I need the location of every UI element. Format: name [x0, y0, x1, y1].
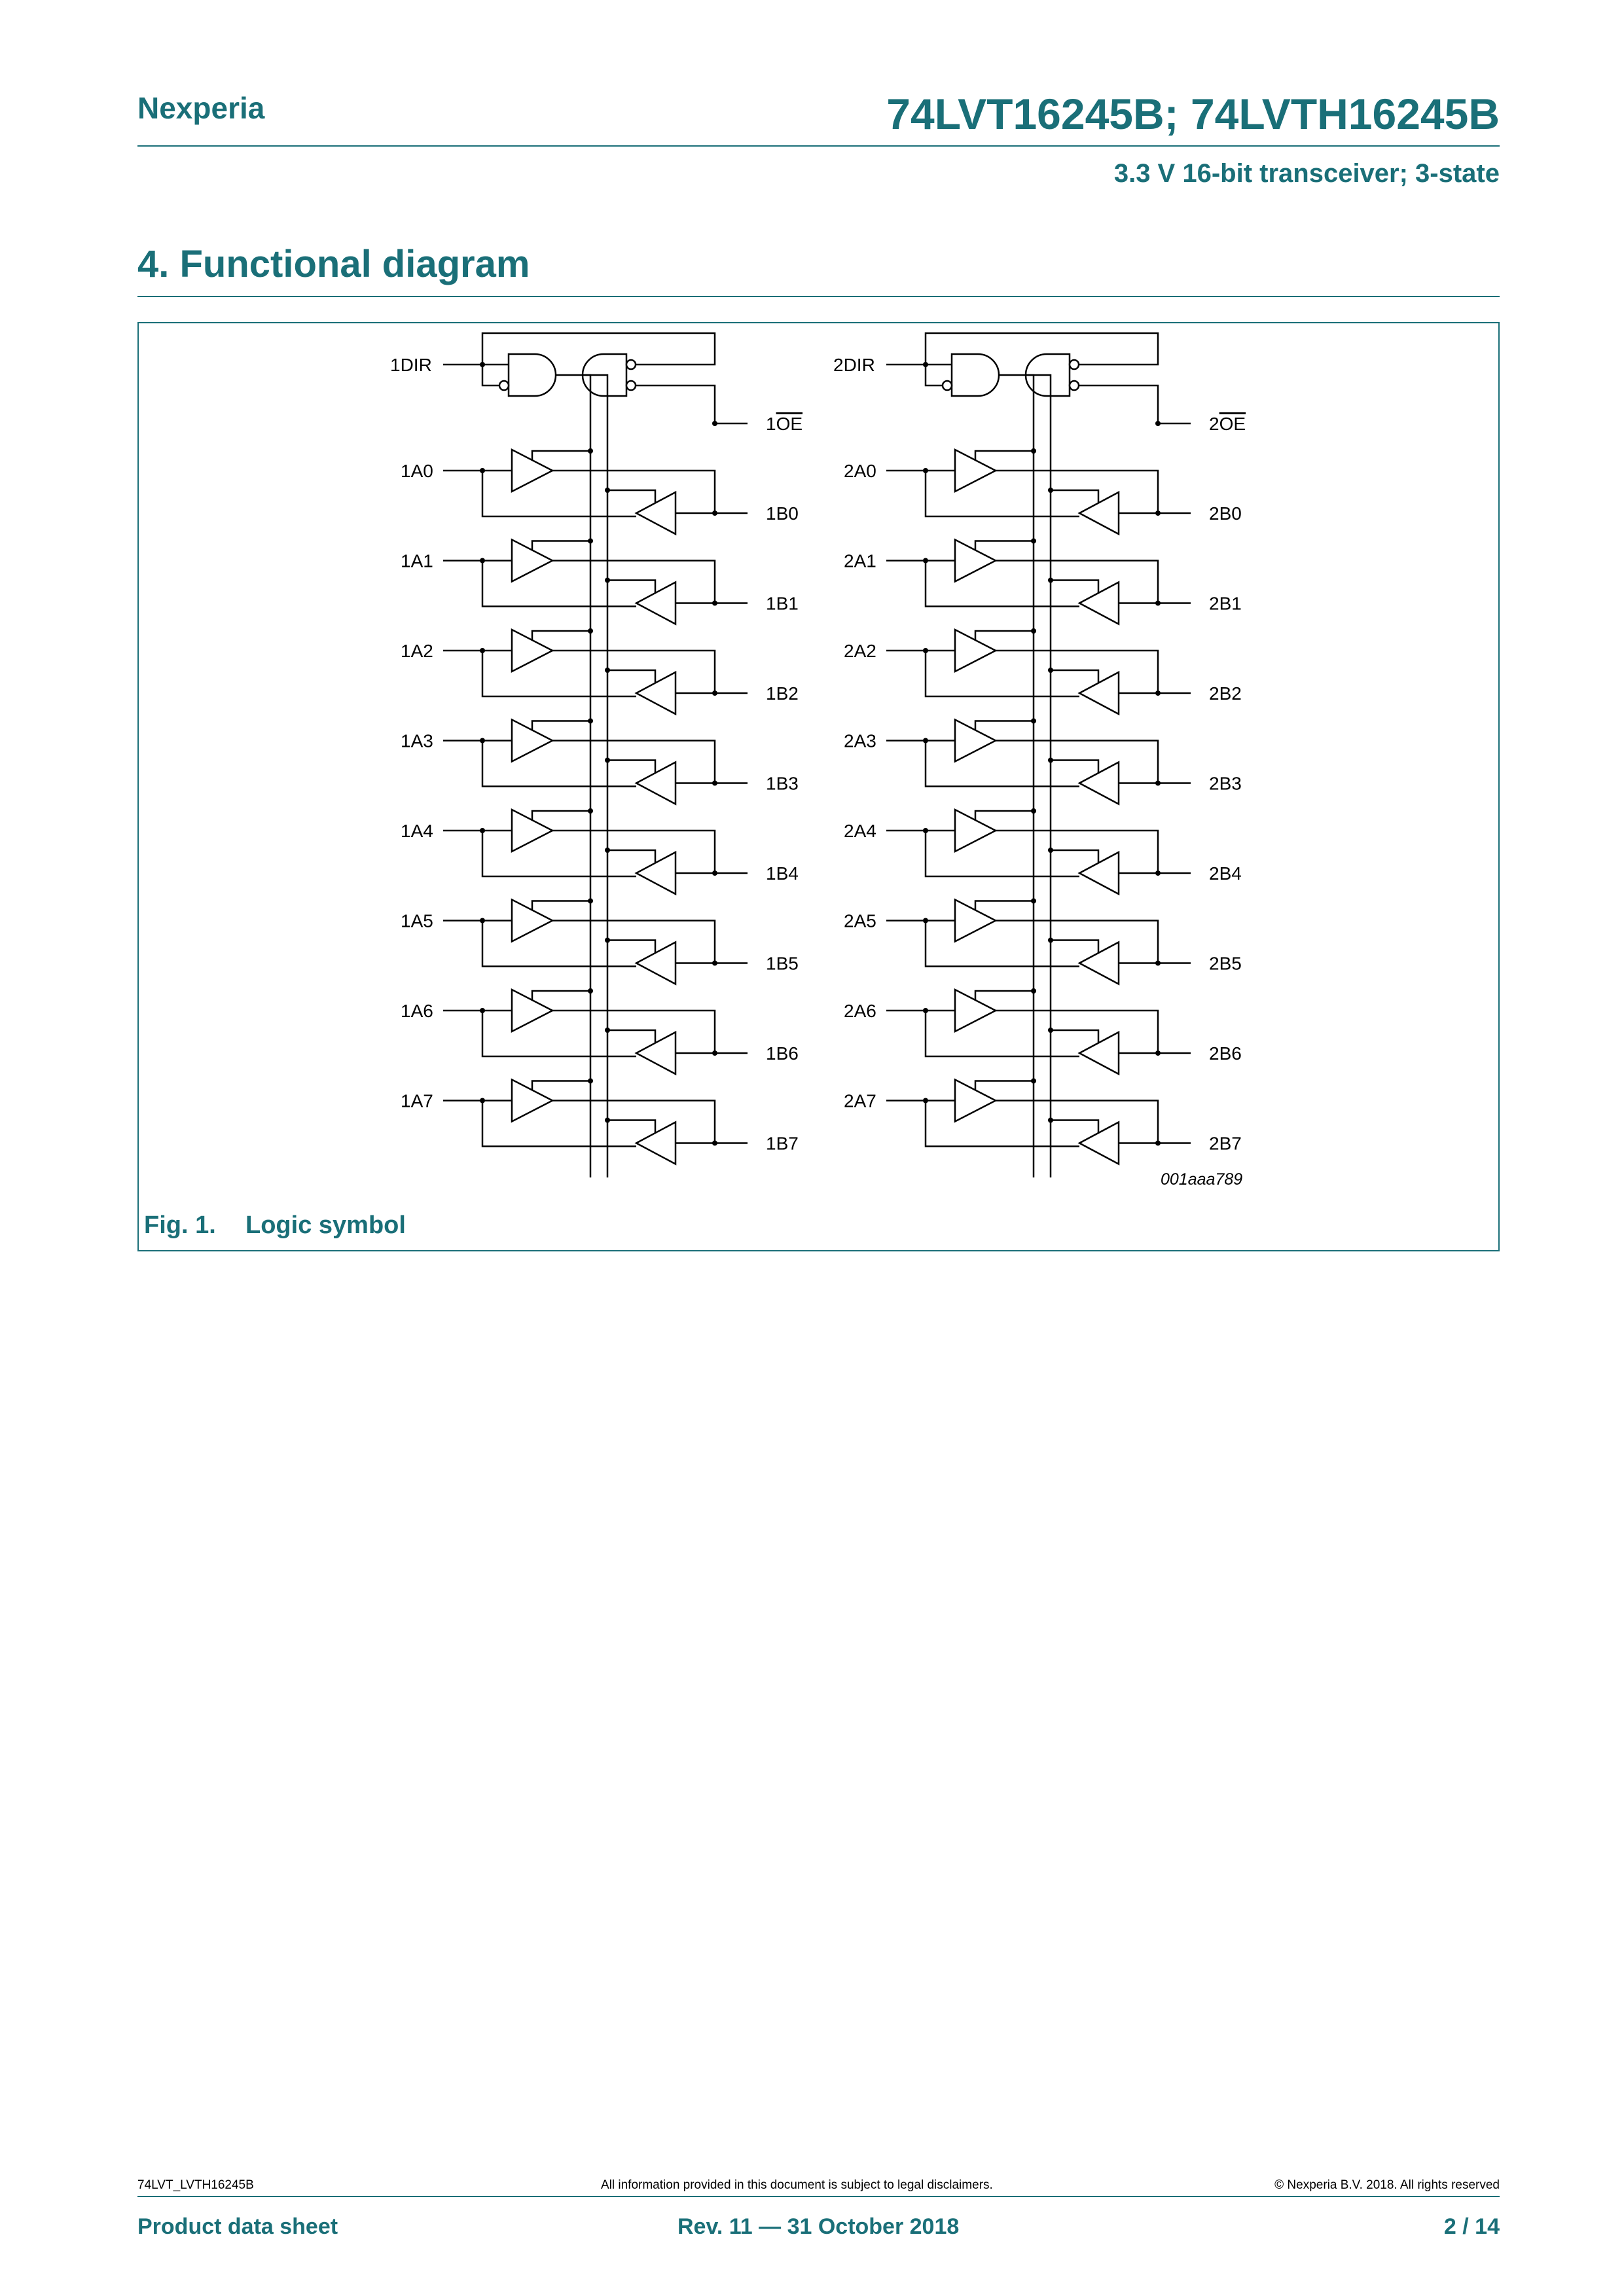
junction-dot	[605, 578, 610, 583]
wire	[926, 1101, 1079, 1147]
wire	[975, 451, 1034, 460]
wire	[532, 631, 590, 640]
and-gate	[952, 354, 999, 396]
junction-dot	[1155, 961, 1161, 966]
junction-dot	[1048, 488, 1053, 493]
wire	[1079, 386, 1158, 423]
junction-dot	[712, 421, 717, 426]
section-heading: 4. Functional diagram	[137, 243, 530, 285]
a-pin-label: 2A3	[844, 730, 876, 751]
junction-dot	[712, 691, 717, 696]
b-pin-label: 2B6	[1209, 1043, 1242, 1064]
b-pin-label: 1B1	[766, 593, 799, 614]
a-pin-label: 1A2	[401, 641, 433, 661]
a-pin-label: 1A4	[401, 821, 433, 841]
a-pin-label: 1A0	[401, 461, 433, 481]
a-pin-label: 2A1	[844, 550, 876, 571]
junction-dot	[1155, 870, 1161, 876]
inversion-bubble	[943, 381, 952, 390]
junction-dot	[588, 899, 593, 904]
header-divider	[137, 145, 1500, 147]
wire	[482, 471, 636, 516]
junction-dot	[1048, 758, 1053, 763]
junction-dot	[1048, 1118, 1053, 1123]
wire	[975, 1081, 1034, 1090]
a-pin-label: 2A0	[844, 461, 876, 481]
inversion-bubble	[1070, 381, 1079, 390]
junction-dot	[1031, 1079, 1036, 1084]
wire	[532, 991, 590, 1000]
wire	[482, 1011, 636, 1056]
junction-dot	[712, 870, 717, 876]
junction-dot	[1155, 421, 1161, 426]
b-pin-label: 2B1	[1209, 593, 1242, 614]
footer-revision: Rev. 11 — 31 October 2018	[677, 2214, 960, 2239]
figure-box	[137, 322, 1500, 1251]
footer-doc-id: 74LVT_LVTH16245B	[137, 2178, 254, 2192]
junction-dot	[1031, 539, 1036, 544]
a-pin-label: 1A5	[401, 910, 433, 931]
b-pin-label: 1B6	[766, 1043, 799, 1064]
brand-name: Nexperia	[137, 91, 265, 125]
a-pin-label: 2A2	[844, 641, 876, 661]
junction-dot	[1048, 668, 1053, 673]
junction-dot	[605, 1028, 610, 1033]
b-pin-label: 2B3	[1209, 773, 1242, 794]
wire	[482, 561, 636, 607]
junction-dot	[1048, 938, 1053, 943]
junction-dot	[605, 1118, 610, 1123]
junction-dot	[588, 988, 593, 994]
wire	[532, 811, 590, 820]
oe-prefix: 2	[1209, 414, 1219, 434]
logic-symbol-diagram	[139, 323, 1498, 1200]
wire	[975, 721, 1034, 730]
wire	[1051, 850, 1098, 863]
junction-dot	[605, 938, 610, 943]
document-subtitle: 3.3 V 16-bit transceiver; 3-state	[1113, 159, 1500, 188]
b-pin-label: 2B0	[1209, 503, 1242, 524]
wire	[1051, 670, 1098, 683]
junction-dot	[1155, 601, 1161, 606]
wire	[1051, 1030, 1098, 1043]
wire	[975, 631, 1034, 640]
wire	[482, 741, 636, 787]
wire	[607, 941, 655, 953]
junction-dot	[1155, 691, 1161, 696]
wire	[482, 365, 499, 386]
junction-dot	[712, 601, 717, 606]
wire	[607, 850, 655, 863]
wire	[607, 1121, 655, 1133]
junction-dot	[712, 511, 717, 516]
wire	[975, 541, 1034, 550]
a-pin-label: 2A4	[844, 821, 876, 841]
wire	[1051, 761, 1098, 773]
junction-dot	[1048, 578, 1053, 583]
junction-dot	[605, 848, 610, 853]
wire	[482, 1101, 636, 1147]
wire	[975, 811, 1034, 820]
wire	[532, 901, 590, 910]
a-pin-label: 2A5	[844, 910, 876, 931]
oe-label	[766, 414, 803, 434]
oe-label	[1209, 414, 1246, 434]
wire	[607, 490, 655, 503]
wire	[482, 921, 636, 967]
b-pin-label: 1B0	[766, 503, 799, 524]
wire	[1051, 1121, 1098, 1133]
footer-page-number: 2 / 14	[1443, 2214, 1500, 2239]
document-title: 74LVT16245B; 74LVTH16245B	[886, 90, 1500, 138]
figure-number: Fig. 1.	[144, 1211, 216, 1239]
b-pin-label: 1B7	[766, 1133, 799, 1154]
junction-dot	[588, 1079, 593, 1084]
junction-dot	[605, 668, 610, 673]
section-divider	[137, 296, 1500, 297]
inversion-bubble	[626, 381, 636, 390]
inversion-bubble	[499, 381, 509, 390]
wire	[975, 901, 1034, 910]
junction-dot	[1155, 1141, 1161, 1146]
wire	[607, 1030, 655, 1043]
wire	[926, 561, 1079, 607]
wire	[975, 991, 1034, 1000]
footer-divider	[137, 2196, 1500, 2197]
wire	[532, 1081, 590, 1090]
wire	[532, 451, 590, 460]
wire	[607, 581, 655, 593]
junction-dot	[588, 539, 593, 544]
junction-dot	[712, 1050, 717, 1056]
oe-prefix: 1	[766, 414, 776, 434]
wire	[1051, 490, 1098, 503]
junction-dot	[712, 781, 717, 786]
b-pin-label: 1B5	[766, 953, 799, 974]
junction-dot	[1031, 808, 1036, 814]
wire	[636, 386, 715, 423]
junction-dot	[588, 719, 593, 724]
wire	[1051, 581, 1098, 593]
a-pin-label: 2A6	[844, 1001, 876, 1021]
wire	[607, 670, 655, 683]
b-pin-label: 1B4	[766, 863, 799, 884]
junction-dot	[1048, 1028, 1053, 1033]
footer-legal-notice: All information provided in this document is subject to legal disclaimers.	[601, 2178, 993, 2192]
wire	[532, 721, 590, 730]
junction-dot	[1031, 988, 1036, 994]
junction-dot	[712, 1141, 717, 1146]
junction-dot	[1155, 781, 1161, 786]
wire	[926, 1011, 1079, 1056]
junction-dot	[1048, 848, 1053, 853]
a-pin-label: 1A1	[401, 550, 433, 571]
wire	[926, 741, 1079, 787]
junction-dot	[1155, 511, 1161, 516]
junction-dot	[712, 961, 717, 966]
footer-copyright: © Nexperia B.V. 2018. All rights reserved	[1274, 2178, 1500, 2192]
junction-dot	[588, 628, 593, 634]
wire	[482, 651, 636, 696]
footer-doc-type: Product data sheet	[137, 2214, 338, 2239]
junction-dot	[605, 758, 610, 763]
junction-dot	[1031, 719, 1036, 724]
junction-dot	[588, 808, 593, 814]
figure-id: 001aaa789	[1161, 1170, 1243, 1189]
junction-dot	[1031, 899, 1036, 904]
wire	[482, 831, 636, 876]
a-pin-label: 2A7	[844, 1090, 876, 1111]
wire	[926, 651, 1079, 696]
b-pin-label: 2B5	[1209, 953, 1242, 974]
figure-title: Logic symbol	[245, 1211, 406, 1239]
junction-dot	[1031, 448, 1036, 454]
inversion-bubble	[626, 360, 636, 369]
a-pin-label: 1A7	[401, 1090, 433, 1111]
inversion-bubble	[1070, 360, 1079, 369]
junction-dot	[1031, 628, 1036, 634]
figure-caption	[144, 1211, 406, 1240]
b-pin-label: 1B2	[766, 683, 799, 704]
wire	[926, 365, 943, 386]
junction-dot	[1155, 1050, 1161, 1056]
junction-dot	[605, 488, 610, 493]
wire	[607, 761, 655, 773]
wire	[532, 541, 590, 550]
b-pin-label: 1B3	[766, 773, 799, 794]
and-gate	[509, 354, 556, 396]
junction-dot	[588, 448, 593, 454]
dir-label: 2DIR	[833, 355, 875, 375]
b-pin-label: 2B2	[1209, 683, 1242, 704]
b-pin-label: 2B4	[1209, 863, 1242, 884]
dir-label: 1DIR	[390, 355, 432, 375]
wire	[926, 471, 1079, 516]
wire	[926, 831, 1079, 876]
wire	[926, 921, 1079, 967]
b-pin-label: 2B7	[1209, 1133, 1242, 1154]
a-pin-label: 1A3	[401, 730, 433, 751]
wire	[1051, 941, 1098, 953]
oe-bar: OE	[776, 414, 803, 434]
a-pin-label: 1A6	[401, 1001, 433, 1021]
oe-bar: OE	[1219, 414, 1246, 434]
